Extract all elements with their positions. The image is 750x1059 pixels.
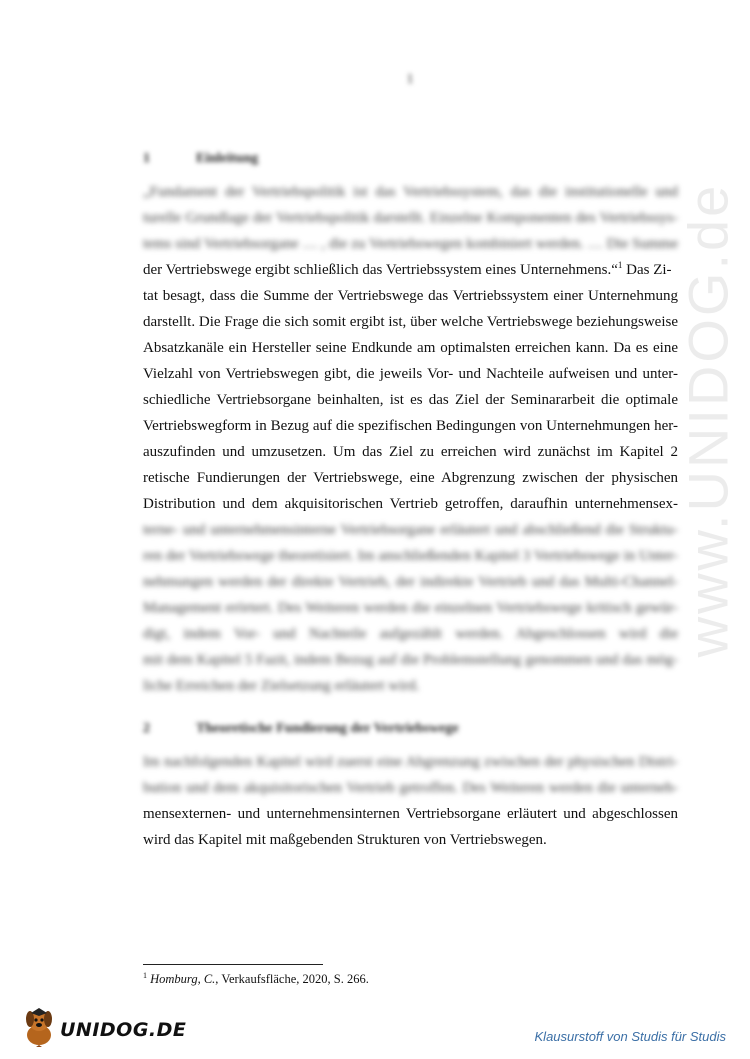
- body-line: Distribution und dem akquisitorischen Vertrieb getroffen, daraufhin unternehmensex-: [143, 496, 678, 512]
- body-line: Vielzahl von Vertriebswegen gibt, die jeweils Vor- und Nachteile aufweisen und unter-: [143, 366, 678, 382]
- section-2-body: [143, 749, 678, 853]
- body-line: ren der Vertriebswege theoretisiert. Im anschließenden Kapitel 3 Vertriebswege in Unter-: [143, 548, 678, 564]
- body-line: Management erörtert. Des Weiteren werden die einzelnen Vertriebswege kritisch gewür-: [143, 600, 678, 616]
- body-line: turelle Grundlage der Vertriebspolitik darstellt. Einzelne Komponenten des Vertriebssys-: [143, 210, 678, 226]
- footer-slogan: Klausurstoff von Studis für Studis: [534, 1029, 726, 1044]
- body-line: Absatzkanäle ein Hersteller seine Endkunde am optimalsten erreichen kann. Da es eine: [143, 340, 678, 356]
- body-line: mensexternen- und unternehmensinternen Vertriebsorgane erläutert und abgeschlossen: [143, 806, 678, 822]
- body-line: tat besagt, dass die Summe der Vertriebswege das Vertriebssystem einer Unternehmung: [143, 288, 678, 304]
- footnote-ref: 1: [617, 260, 623, 270]
- page-number: 1: [406, 72, 414, 87]
- section-1-title: Einleitung: [196, 151, 259, 166]
- body-line: Vertriebswegform in Bezug auf die spezifischen Bedingungen von Unternehmungen her-: [143, 418, 678, 434]
- section-2-heading: [143, 721, 459, 737]
- footnote-rule: [143, 964, 323, 965]
- body-line: retische Fundierungen der Vertriebswege, eine Abgrenzung zwischen der physischen: [143, 470, 678, 486]
- body-line: digt, indem Vor- und Nachteile aufgezählt werden. Abgeschlossen wird die: [143, 626, 678, 642]
- body-line: nehmungen werden der direkte Vertrieb, der indirekte Vertrieb und das Multi-Channel-: [143, 574, 678, 590]
- footnote-number: 1: [143, 970, 147, 980]
- body-line: mit dem Kapitel 5 Fazit, indem Bezug auf die Problemstellung genommen und das mög-: [143, 652, 678, 668]
- logo-text: UNIDOG.DE: [60, 1019, 187, 1041]
- body-line: terne- und unternehmensinterne Vertriebsorgane erläutert und abschließend die Struktu-: [143, 522, 678, 538]
- footnote: [143, 972, 369, 987]
- watermark-text: www.UNIDOG.de: [676, 182, 740, 658]
- footnote-source: , Verkaufsfläche, 2020, S. 266.: [215, 972, 369, 986]
- body-line: „Fundament der Vertriebspolitik ist das Vertriebssystem, das die institutionelle und: [143, 184, 678, 200]
- body-line: tems sind Vertriebsorgane … , die zu Vertriebswegen kombiniert werden. … Die Summe: [143, 236, 678, 252]
- body-line: [143, 257, 678, 283]
- section-2-title: Theoretische Fundierung der Vertriebswege: [196, 721, 459, 736]
- section-2-number: 2: [143, 721, 150, 736]
- body-line: schiedliche Vertriebsorgane beinhalten, ist es das Ziel der Seminararbeit die optimale: [143, 392, 678, 408]
- footnote-author: Homburg, C.: [150, 972, 216, 986]
- section-1-number: 1: [143, 151, 150, 166]
- line-tail: Das Zi-: [622, 262, 672, 278]
- unidog-logo[interactable]: [20, 1005, 186, 1047]
- body-line: darstellt. Die Frage die sich somit ergibt ist, über welche Vertriebswege beziehungsweise: [143, 314, 678, 330]
- section-1-heading: [143, 151, 258, 167]
- body-line: liche Erreichen der Zielsetzung erläutert wird.: [143, 678, 420, 694]
- section-1-body: [143, 179, 678, 699]
- quote-end: der Vertriebswege ergibt schließlich das Vertriebssystem eines Unternehmens.“: [143, 262, 618, 278]
- dog-icon: [20, 1005, 58, 1047]
- body-line: auszufinden und umzusetzen. Um das Ziel zu erreichen wird zunächst im Kapitel 2: [143, 444, 678, 460]
- body-line: bution und dem akquisitorischen Vertrieb getroffen. Des Weiteren werden die unterneh-: [143, 780, 678, 796]
- body-line: Im nachfolgenden Kapitel wird zuerst eine Abgrenzung zwischen der physischen Distri-: [143, 754, 678, 770]
- body-line: wird das Kapitel mit maßgebenden Strukturen von Vertriebswegen.: [143, 832, 547, 848]
